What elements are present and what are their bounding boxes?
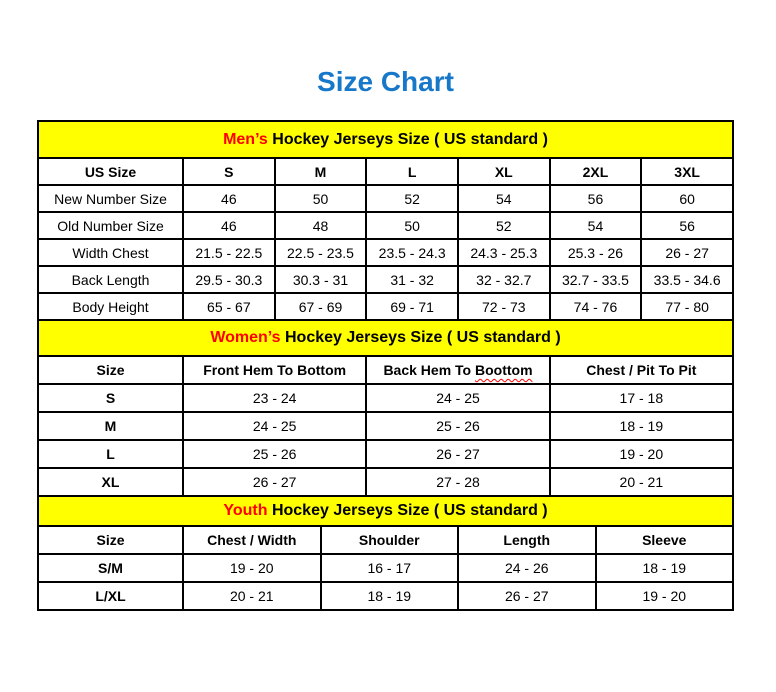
table-row [38, 212, 733, 239]
table-cell: 26 - 27 [183, 468, 366, 496]
table-cell: 72 - 73 [458, 293, 550, 320]
table-cell: 77 - 80 [641, 293, 733, 320]
womens-band-rest: Hockey Jerseys Size ( US standard ) [280, 329, 561, 346]
table-cell: 60 [641, 185, 733, 212]
table-cell: 24 - 25 [366, 384, 549, 412]
column-header: 3XL [641, 158, 733, 185]
table-cell: 32 - 32.7 [458, 266, 550, 293]
youth-band-highlight: Youth [223, 502, 268, 519]
table-cell: 54 [550, 212, 642, 239]
page-title: Size Chart [317, 66, 454, 97]
row-label: Old Number Size [38, 212, 183, 239]
table-cell: 69 - 71 [366, 293, 458, 320]
table-cell: 27 - 28 [366, 468, 549, 496]
row-label: M [38, 412, 183, 440]
table-cell: 23.5 - 24.3 [366, 239, 458, 266]
table-cell: 50 [366, 212, 458, 239]
column-header: Chest / Pit To Pit [550, 356, 733, 384]
mens-band-rest: Hockey Jerseys Size ( US standard ) [267, 130, 548, 148]
table-cell: 52 [366, 185, 458, 212]
table-cell: 54 [458, 185, 550, 212]
table-row [38, 266, 733, 293]
row-label: Back Length [38, 266, 183, 293]
youth-header-row [38, 526, 733, 554]
men-header-row [38, 158, 733, 185]
table-cell: 25 - 26 [366, 412, 549, 440]
row-label: L/XL [38, 582, 183, 610]
table-cell: 25 - 26 [183, 440, 366, 468]
column-header: Length [458, 526, 596, 554]
table-row [38, 384, 733, 412]
row-label: S/M [38, 554, 183, 582]
table-row [38, 412, 733, 440]
table-cell: 25.3 - 26 [550, 239, 642, 266]
column-header: Front Hem To Bottom [183, 356, 366, 384]
table-cell: 24 - 25 [183, 412, 366, 440]
table-cell: 56 [641, 212, 733, 239]
youth-band-cell [38, 496, 733, 526]
table-cell: 17 - 18 [550, 384, 733, 412]
column-header: Shoulder [321, 526, 459, 554]
table-cell: 23 - 24 [183, 384, 366, 412]
table-row [38, 440, 733, 468]
column-header: Size [38, 356, 183, 384]
mens-band-cell [38, 121, 733, 158]
column-header: US Size [38, 158, 183, 185]
womens-size-table [37, 319, 734, 497]
row-label: Body Height [38, 293, 183, 320]
table-row [38, 293, 733, 320]
youth-band-rest: Hockey Jerseys Size ( US standard ) [267, 502, 548, 519]
table-cell: 31 - 32 [366, 266, 458, 293]
column-header: S [183, 158, 275, 185]
column-header: 2XL [550, 158, 642, 185]
column-header: Size [38, 526, 183, 554]
size-tables-container [37, 120, 734, 611]
table-cell: 20 - 21 [183, 582, 321, 610]
table-cell: 46 [183, 185, 275, 212]
womens-band-row [38, 320, 733, 356]
table-row [38, 468, 733, 496]
table-row [38, 239, 733, 266]
row-label: Width Chest [38, 239, 183, 266]
table-cell: 56 [550, 185, 642, 212]
table-cell: 26 - 27 [458, 582, 596, 610]
table-cell: 26 - 27 [641, 239, 733, 266]
table-cell: 19 - 20 [550, 440, 733, 468]
row-label: S [38, 384, 183, 412]
column-header: Sleeve [596, 526, 734, 554]
table-cell: 18 - 19 [550, 412, 733, 440]
table-cell: 19 - 20 [596, 582, 734, 610]
womens-band-cell [38, 320, 733, 356]
women-header-row [38, 356, 733, 384]
table-cell: 22.5 - 23.5 [275, 239, 367, 266]
mens-band-row [38, 121, 733, 158]
womens-band-highlight: Women’s [210, 329, 281, 346]
column-header: XL [458, 158, 550, 185]
table-row [38, 185, 733, 212]
table-cell: 18 - 19 [321, 582, 459, 610]
table-cell: 33.5 - 34.6 [641, 266, 733, 293]
misspelled-word: Boottom [474, 362, 533, 378]
table-cell: 29.5 - 30.3 [183, 266, 275, 293]
table-cell: 26 - 27 [366, 440, 549, 468]
column-header [366, 356, 549, 384]
row-label: New Number Size [38, 185, 183, 212]
table-cell: 52 [458, 212, 550, 239]
table-cell: 19 - 20 [183, 554, 321, 582]
table-cell: 16 - 17 [321, 554, 459, 582]
youth-band-row [38, 496, 733, 526]
table-cell: 21.5 - 22.5 [183, 239, 275, 266]
table-cell: 24.3 - 25.3 [458, 239, 550, 266]
table-cell: 74 - 76 [550, 293, 642, 320]
column-header: L [366, 158, 458, 185]
youth-size-table [37, 495, 734, 611]
table-cell: 20 - 21 [550, 468, 733, 496]
mens-band-highlight: Men’s [223, 130, 268, 148]
table-cell: 50 [275, 185, 367, 212]
table-cell: 30.3 - 31 [275, 266, 367, 293]
table-row [38, 582, 733, 610]
column-header: Chest / Width [183, 526, 321, 554]
column-header: M [275, 158, 367, 185]
column-header-text: Back Hem To [383, 362, 475, 378]
table-cell: 24 - 26 [458, 554, 596, 582]
table-cell: 46 [183, 212, 275, 239]
table-cell: 18 - 19 [596, 554, 734, 582]
table-cell: 32.7 - 33.5 [550, 266, 642, 293]
table-cell: 65 - 67 [183, 293, 275, 320]
mens-size-table [37, 120, 734, 321]
row-label: L [38, 440, 183, 468]
table-cell: 48 [275, 212, 367, 239]
row-label: XL [38, 468, 183, 496]
table-row [38, 554, 733, 582]
table-cell: 67 - 69 [275, 293, 367, 320]
